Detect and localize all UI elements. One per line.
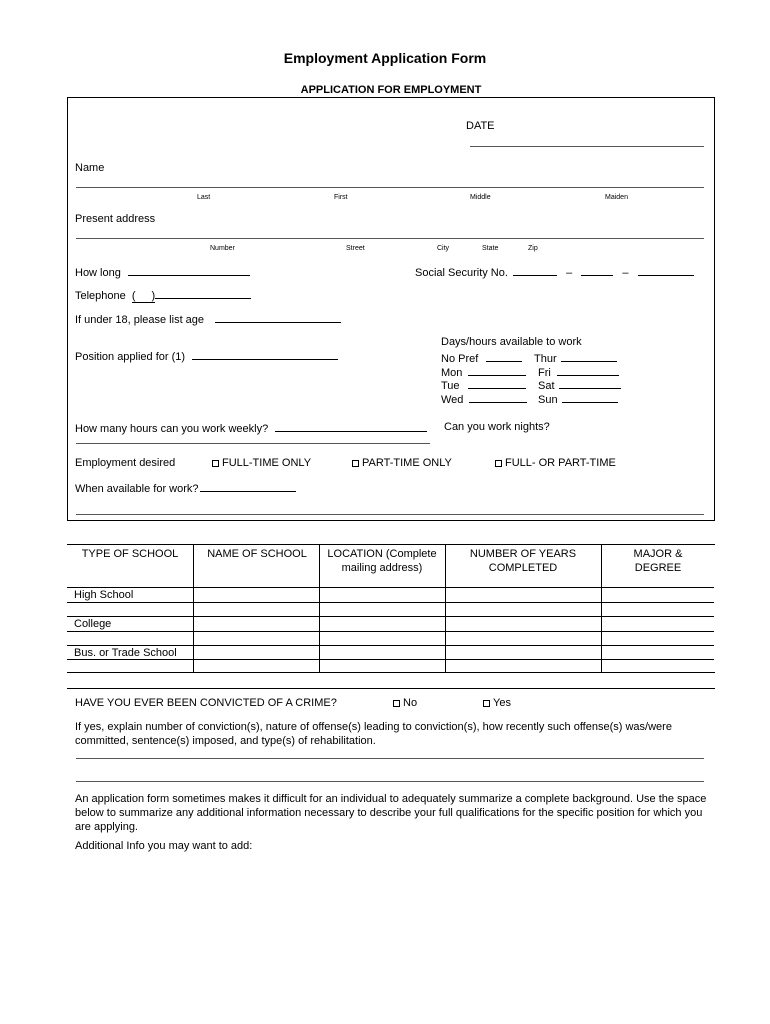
paren-close: ) (151, 290, 156, 302)
address-part-zip: Zip (528, 245, 538, 252)
date-field[interactable] (470, 146, 704, 147)
row-label-trade-school: Bus. or Trade School (74, 647, 177, 659)
ssn-field-2[interactable] (581, 265, 613, 276)
checkbox-icon[interactable] (393, 700, 400, 707)
day-wed (441, 392, 527, 406)
crime-no-option[interactable] (393, 697, 417, 709)
option-full-or-part[interactable] (495, 457, 616, 469)
crime-yes-label: Yes (493, 697, 511, 709)
hours-weekly-field[interactable] (275, 421, 427, 432)
col-divider (445, 545, 446, 673)
telephone-label: Telephone (75, 290, 126, 302)
day-field[interactable] (559, 378, 621, 389)
address-part-city: City (437, 245, 450, 252)
day-label: Fri (538, 367, 551, 379)
page-subtitle: APPLICATION FOR EMPLOYMENT (300, 84, 482, 96)
telephone-area-field[interactable] (132, 290, 155, 303)
crime-question: HAVE YOU EVER BEEN CONVICTED OF A CRIME? (75, 697, 337, 709)
hours-weekly-label: How many hours can you work weekly? (75, 423, 269, 435)
employment-desired-label: Employment desired (75, 457, 176, 469)
ssn-dash-2: – (622, 267, 629, 279)
ssn-label: Social Security No. (415, 267, 508, 279)
telephone-row (75, 288, 251, 302)
day-label: No Pref (441, 353, 479, 365)
additional-info-label: Additional Info you may want to add: (75, 840, 253, 852)
day-sun (538, 392, 618, 406)
col-header-location: LOCATION (Complete mailing address) (327, 548, 437, 574)
col-header-type: TYPE OF SCHOOL (81, 548, 179, 560)
hours-weekly-field-2[interactable] (76, 443, 430, 444)
crime-explain-field[interactable] (76, 781, 704, 782)
crime-section-rule (67, 688, 715, 689)
name-part-middle: Middle (470, 194, 491, 201)
checkbox-icon[interactable] (212, 460, 219, 467)
option-full-time[interactable] (212, 457, 311, 469)
day-sat (538, 378, 621, 392)
col-header-major: MAJOR & DEGREE (633, 548, 683, 574)
row-divider (67, 659, 714, 660)
checkbox-icon[interactable] (495, 460, 502, 467)
day-field[interactable] (486, 351, 522, 362)
day-field[interactable] (562, 392, 618, 403)
name-part-maiden: Maiden (605, 194, 628, 201)
row-label-high-school: High School (74, 589, 134, 601)
when-available-row (75, 481, 296, 495)
date-label: DATE (466, 120, 495, 132)
address-field[interactable] (76, 238, 704, 239)
row-label-college: College (74, 618, 112, 630)
additional-paragraph: An application form sometimes makes it difficult for an individual to adequately summarize a complete background. Use the space below to summarize any additional information necessary to describe your full qualifications for the specific position for which you are applying. (75, 793, 707, 833)
position-field[interactable] (192, 349, 338, 360)
day-label: Thur (534, 353, 557, 365)
ssn-field-3[interactable] (638, 265, 694, 276)
address-part-state: State (482, 245, 499, 252)
how-long-label (75, 265, 250, 279)
hours-weekly-row (75, 421, 427, 435)
day-fri (538, 365, 619, 379)
day-field[interactable] (561, 351, 617, 362)
name-part-first: First (334, 194, 348, 201)
address-part-number: Number (210, 245, 235, 252)
day-mon (441, 365, 526, 379)
col-divider (193, 545, 194, 673)
crime-explain-field[interactable] (76, 758, 704, 759)
when-available-field[interactable] (200, 481, 296, 492)
name-part-last: Last (197, 194, 211, 201)
page-title: Employment Application Form (283, 50, 487, 66)
row-divider (67, 645, 714, 646)
name-field[interactable] (76, 187, 704, 188)
col-header-name: NAME OF SCHOOL (207, 548, 307, 560)
position-label: Position applied for (1) (75, 351, 186, 363)
day-label: Mon (441, 367, 463, 379)
nights-label: Can you work nights? (444, 421, 550, 433)
day-field[interactable] (469, 392, 527, 403)
crime-explain: If yes, explain number of conviction(s), nature of offense(s) leading to conviction(s), how recently such offense(s) was/were committed, sentence(s) imposed, and type(s) of rehabilitation. (75, 721, 672, 747)
position-row (75, 349, 338, 363)
under18-row (75, 312, 341, 326)
day-field[interactable] (468, 378, 526, 389)
address-part-street: Street (346, 245, 365, 252)
crime-yes-option[interactable] (483, 697, 511, 709)
col-divider (319, 545, 320, 673)
option-label: PART-TIME ONLY (362, 457, 452, 469)
checkbox-icon[interactable] (352, 460, 359, 467)
days-header: Days/hours available to work (441, 336, 582, 348)
ssn-dash-1: – (566, 267, 573, 279)
day-nopref (441, 351, 522, 365)
when-available-label: When available for work? (75, 483, 199, 495)
under18-label: If under 18, please list age (75, 314, 205, 326)
day-label: Tue (441, 380, 460, 392)
col-divider (601, 545, 602, 673)
checkbox-icon[interactable] (483, 700, 490, 707)
crime-no-label: No (403, 697, 418, 709)
ssn-row (415, 265, 694, 279)
day-label: Sun (538, 394, 558, 406)
option-part-time[interactable] (352, 457, 452, 469)
day-label: Wed (441, 394, 464, 406)
box-bottom-rule (76, 514, 704, 515)
telephone-field[interactable] (155, 288, 251, 299)
row-divider (67, 602, 714, 603)
option-label: FULL- OR PART-TIME (505, 457, 616, 469)
day-field[interactable] (557, 365, 619, 376)
address-label: Present address (75, 213, 156, 225)
under18-field[interactable] (215, 312, 341, 323)
paren-open: ( (131, 290, 136, 302)
ssn-field-1[interactable] (513, 265, 557, 276)
day-thur (534, 351, 617, 365)
day-label: Sat (538, 380, 555, 392)
option-label: FULL-TIME ONLY (222, 457, 312, 469)
how-long-text: How long (75, 267, 121, 279)
day-tue (441, 378, 526, 392)
row-divider (67, 616, 714, 617)
how-long-field[interactable] (128, 265, 250, 276)
row-divider (67, 587, 714, 588)
row-divider (67, 631, 714, 632)
name-label: Name (75, 162, 105, 174)
col-header-years: NUMBER OF YEARS COMPLETED (469, 548, 577, 574)
education-table (67, 544, 715, 673)
day-field[interactable] (468, 365, 526, 376)
